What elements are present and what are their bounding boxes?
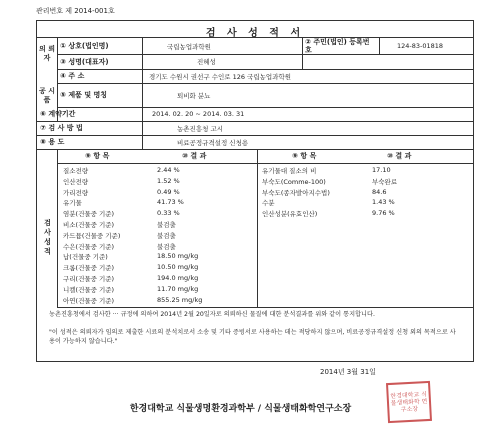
result-item-label: 가리전량 bbox=[63, 188, 89, 197]
divider bbox=[142, 135, 143, 149]
period-label: ⑥ 계약기간 bbox=[40, 110, 76, 118]
result-item-label: 염분(건물중 기준) bbox=[63, 210, 115, 219]
divider bbox=[142, 38, 143, 54]
result-item-label: 비소(건물중 기준) bbox=[63, 221, 115, 229]
result-item-label: 니켈(건물중 기준) bbox=[63, 285, 115, 294]
result-item-value: 1.52 % bbox=[157, 176, 180, 185]
period-row bbox=[37, 107, 473, 122]
result-item-value: 17.10 bbox=[372, 166, 391, 174]
address-value: 경기도 수원시 권선구 수인로 126 국립농업과학원 bbox=[149, 72, 292, 81]
result-item-value: 0.33 % bbox=[157, 209, 180, 218]
period-value: 2014. 02. 20 ~ 2014. 03. 31 bbox=[152, 110, 245, 118]
result-item-label: 아연(건물중 기준) bbox=[63, 296, 115, 305]
issue-date: 2014년 3월 31일 bbox=[320, 368, 376, 376]
results-header-value: ⑩ 결 과 bbox=[182, 152, 207, 160]
result-item-value: 84.6 bbox=[372, 187, 387, 196]
result-item-value: 불검출 bbox=[157, 231, 176, 240]
representative-value: 진혜성 bbox=[197, 58, 216, 66]
regno-value: 124-83-01818 bbox=[397, 42, 444, 50]
result-item-value: 11.70 mg/kg bbox=[157, 284, 199, 293]
product-value: 퇴비화 분뇨 bbox=[177, 91, 211, 100]
document-number: 관리번호 제 2014-001호 bbox=[36, 7, 115, 15]
result-item-value: 부숙완료 bbox=[372, 177, 398, 186]
result-item-value: 불검출 bbox=[157, 221, 176, 229]
method-label: ⑦ 검 사 방 법 bbox=[40, 124, 83, 132]
result-item-value: 10.50 mg/kg bbox=[157, 263, 199, 272]
result-item-label: 수은(건물중 기준) bbox=[63, 242, 115, 251]
result-item-label: 부숙도(Comme-100) bbox=[262, 177, 326, 186]
divider bbox=[257, 163, 258, 307]
result-item-label: 부숙도(종자발아지수법) bbox=[262, 188, 330, 197]
result-item-label: 카드뮴(건물중 기준) bbox=[63, 231, 121, 240]
results-header-row bbox=[57, 149, 473, 164]
divider bbox=[142, 107, 143, 121]
notice-text: 농촌진흥청에서 검사한 ··· 규정에 의하여 2014년 2월 20일자로 의뢰하신 물질에 대한 분석결과를 위와 같이 통지합니다. bbox=[49, 311, 375, 318]
divider bbox=[302, 38, 303, 54]
result-item-value: 194.0 mg/kg bbox=[157, 274, 199, 282]
use-value: 비료공정규격설정 신청용 bbox=[177, 138, 249, 147]
result-item-label: 질소전량 bbox=[63, 167, 89, 175]
result-item-label: 구리(건물중 기준) bbox=[63, 275, 115, 283]
representative-label: ③ 성명(대표자) bbox=[60, 57, 109, 66]
result-item-label: 납(건물중 기준) bbox=[63, 253, 108, 262]
result-item-value: 41.73 % bbox=[157, 198, 184, 207]
results-header-item-2: ⑨ 항 목 bbox=[292, 152, 317, 160]
method-value: 농촌진흥청 고시 bbox=[177, 124, 224, 133]
result-item-value: 18.50 mg/kg bbox=[157, 252, 199, 261]
public-section-label: 공 시 품 bbox=[37, 70, 58, 122]
company-value: 국립농업과학원 bbox=[167, 42, 211, 51]
regno-label: ② 주민(법인) 등록번호 bbox=[305, 38, 370, 54]
product-row bbox=[57, 83, 473, 108]
result-item-value: 9.76 % bbox=[372, 209, 395, 218]
result-item-value: 1.43 % bbox=[372, 198, 395, 207]
document-title: 검 사 성 적 서 bbox=[205, 28, 305, 39]
result-item-label: 수분 bbox=[262, 199, 275, 208]
disclaimer-text: "이 성적은 의뢰자가 임의로 제출한 시료의 분석치로서 소송 및 기타 증빙서로 사용하는 데는 적당하지 않으며, 비료공정규격설정 신청 외의 목적으로 사용이 가능하지 않습니다." bbox=[49, 329, 456, 345]
issuer-name: 한경대학교 식물생명환경과학부 / 식물생태화학연구소장 bbox=[129, 404, 352, 414]
client-section-label: 의 뢰 자 bbox=[37, 38, 58, 69]
result-item-value: 855.25 mg/kg bbox=[157, 295, 203, 304]
use-row bbox=[37, 135, 473, 150]
company-row bbox=[57, 38, 473, 55]
result-item-label: 크롬(건물중 기준) bbox=[63, 264, 115, 273]
result-item-label: 인산전량 bbox=[63, 177, 89, 186]
divider bbox=[302, 54, 303, 69]
divider bbox=[257, 149, 258, 163]
results-header-value-2: ⑩ 결 과 bbox=[387, 152, 412, 160]
result-section-label: 검 사 성 적 bbox=[37, 182, 58, 292]
product-label: ⑤ 제품 및 명칭 bbox=[60, 91, 108, 99]
result-item-value: 0.49 % bbox=[157, 187, 180, 196]
result-item-value: 2.44 % bbox=[157, 166, 180, 174]
company-label: ① 상호(법인명) bbox=[60, 42, 109, 50]
result-item-label: 유기물대 질소의 비 bbox=[262, 167, 317, 175]
result-item-label: 유기물 bbox=[63, 199, 82, 208]
divider bbox=[142, 83, 143, 107]
divider bbox=[142, 69, 143, 83]
representative-row bbox=[57, 54, 473, 70]
divider bbox=[142, 121, 143, 135]
divider bbox=[379, 38, 380, 54]
address-label: ④ 주 소 bbox=[60, 72, 85, 80]
divider bbox=[142, 54, 143, 69]
address-row bbox=[57, 69, 473, 84]
results-left-border bbox=[57, 149, 58, 307]
results-header-item: ⑨ 항 목 bbox=[85, 152, 110, 160]
official-seal: 한경대학교 식물생태화학 연구소장 bbox=[386, 381, 432, 423]
certificate-frame bbox=[36, 20, 474, 362]
use-label: ⑧ 용 도 bbox=[40, 138, 65, 146]
result-item-label: 인산성분(유효인산) bbox=[262, 210, 318, 219]
method-row bbox=[37, 121, 473, 136]
result-item-value: 불검출 bbox=[157, 242, 176, 251]
